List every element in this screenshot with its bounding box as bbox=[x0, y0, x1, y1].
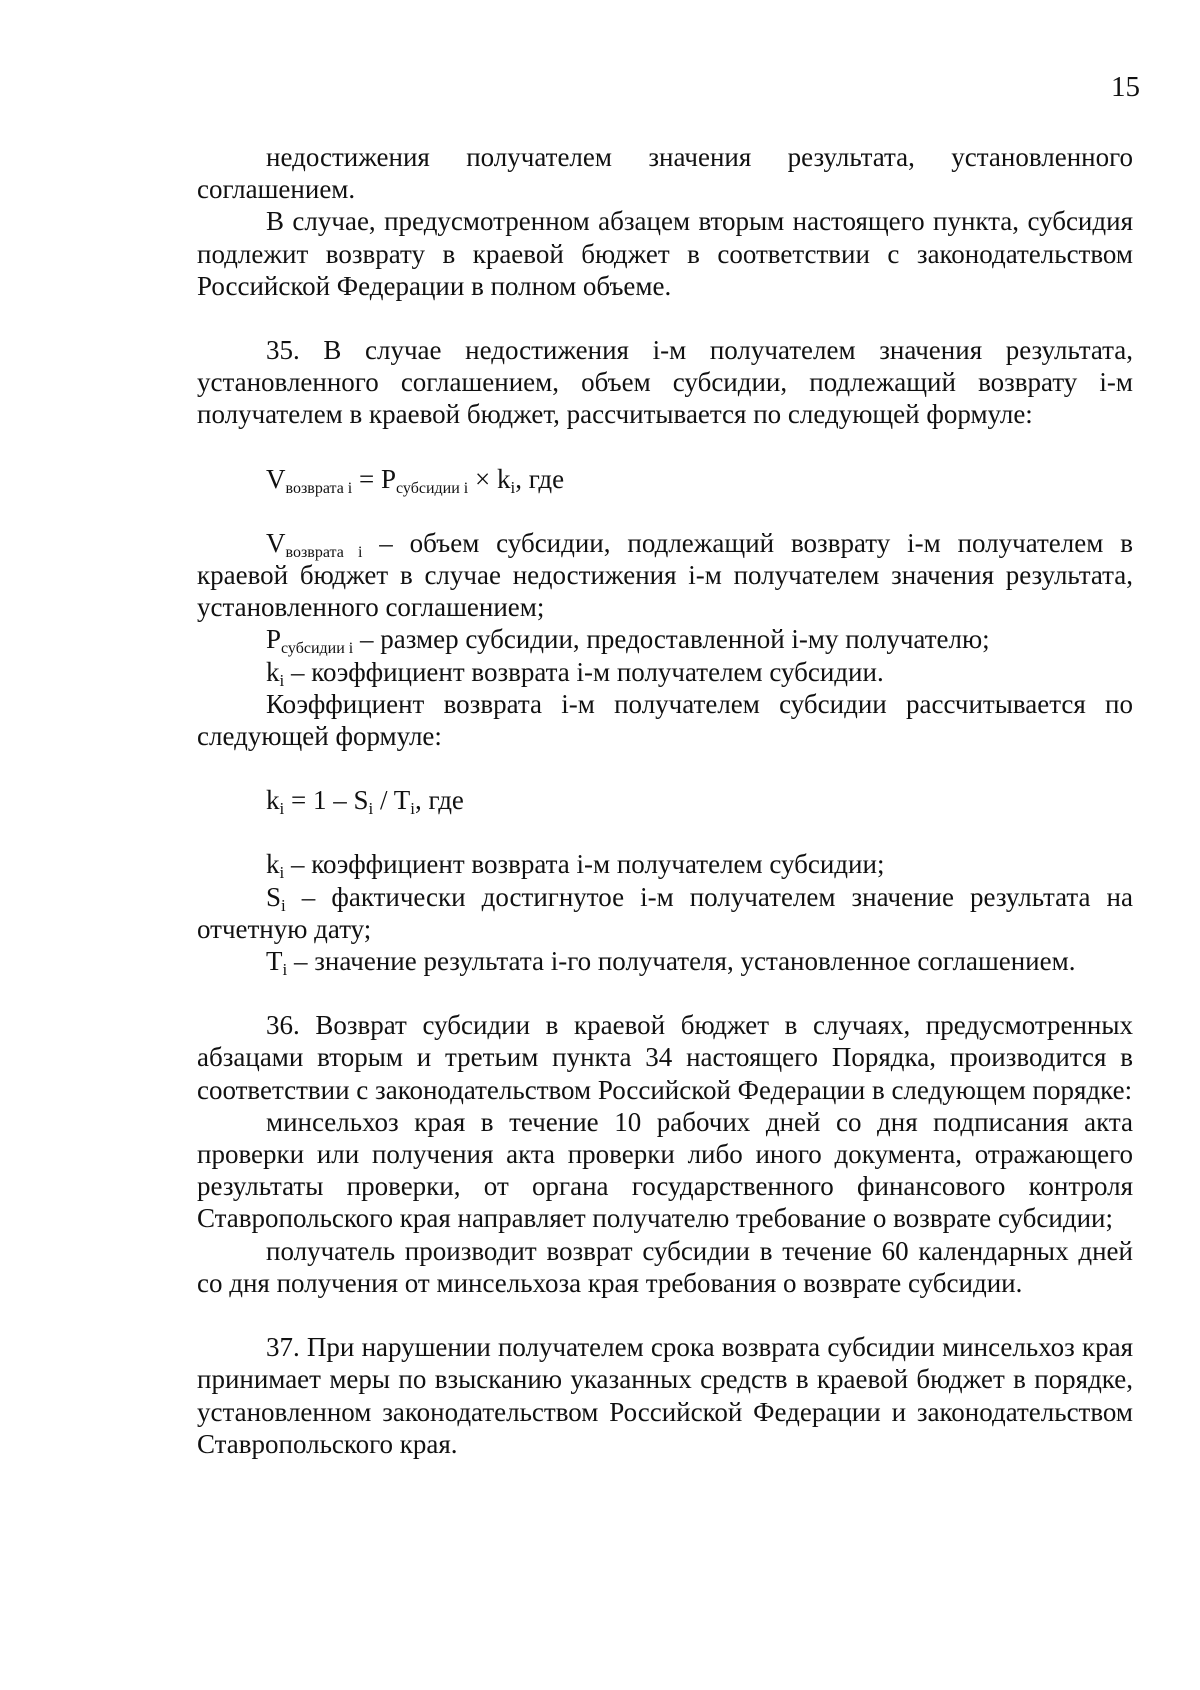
paragraph-k-intro: Коэффициент возврата i-м получателем субсидии рассчитывается по следующей формуле: bbox=[197, 688, 1133, 752]
definition-t: Ti – значение результата i-го получателя, установленное соглашением. bbox=[266, 946, 1076, 980]
formula-v: V bbox=[266, 463, 286, 494]
definition-k-first: ki – коэффициент возврата i-м получателем субсидии. bbox=[266, 656, 884, 690]
definition-s: Si – фактически достигнутое i-м получателем значение результата на отчетную дату; bbox=[197, 881, 1133, 944]
paragraph-36-ministry: минсельхоз края в течение 10 рабочих дней со дня подписания акта проверки или получения акта проверки либо иного документа, отражающего результаты проверки, от органа государственного финансового контроля Ставропольского края направляет получателю требование о возврате субсидии; bbox=[197, 1106, 1133, 1234]
paragraph-35: 35. В случае недостижения i-м получателем значения результата, установленного соглашением, объем субсидии, подлежащий возврату i-м получателем в краевой бюджет, рассчитывается по следующей формуле: bbox=[197, 335, 1133, 430]
formula-times-k: × k bbox=[468, 463, 511, 494]
page-number: 15 bbox=[1111, 71, 1140, 103]
paragraph-continuation: недостижения получателем значения результата, установленного соглашением. bbox=[197, 142, 1133, 205]
definition-k-second: ki – коэффициент возврата i-м получателем субсидии; bbox=[266, 849, 885, 883]
paragraph-36: 36. Возврат субсидии в краевой бюджет в случаях, предусмотренных абзацами вторым и третьим пункта 34 настоящего Порядка, производится в соответствии с законодательством Российской Федерации в следующем порядке: bbox=[197, 1010, 1133, 1105]
formula-refund-volume bbox=[197, 463, 1133, 495]
paragraph-refund-full: В случае, предусмотренном абзацем вторым настоящего пункта, субсидия подлежит возврату в краевой бюджет в соответствии с законодательством Российской Федерации в полном объеме. bbox=[197, 206, 1133, 301]
definition-v: $V_{возврата i}$ – объем субсидии, подлежащий возврату i-м получателем в краевой бюджет в случае недостижения i-м получателем значения результата, установленного соглашением; bbox=[197, 527, 1133, 623]
formula-k-subscript: i bbox=[510, 477, 516, 497]
formula-p-subscript: субсидии i bbox=[396, 479, 469, 497]
formula-v-subscript: возврата i bbox=[285, 479, 353, 497]
formula-p: P bbox=[380, 463, 397, 494]
formula-tail: , где bbox=[515, 463, 565, 494]
paragraph-36-recipient: получатель производит возврат субсидии в течение 60 календарных дней со дня получения от минсельхоза края требования о возврате субсидии. bbox=[197, 1235, 1133, 1298]
definition-p: $P_{субсидии i}$ – размер субсидии, предоставленной i-му получателю; bbox=[266, 624, 990, 658]
paragraph-37: 37. При нарушении получателем срока возврата субсидии минсельхоз края принимает меры по взысканию указанных средств в краевой бюджет в порядке, установленном законодательством Российской Федерации и законодательством Ставропольского края. bbox=[197, 1332, 1133, 1459]
formula-eq: = bbox=[352, 463, 381, 494]
formula-coefficient: ki = 1 – Si / Ti, где bbox=[266, 785, 464, 819]
document-body bbox=[197, 141, 1133, 1460]
